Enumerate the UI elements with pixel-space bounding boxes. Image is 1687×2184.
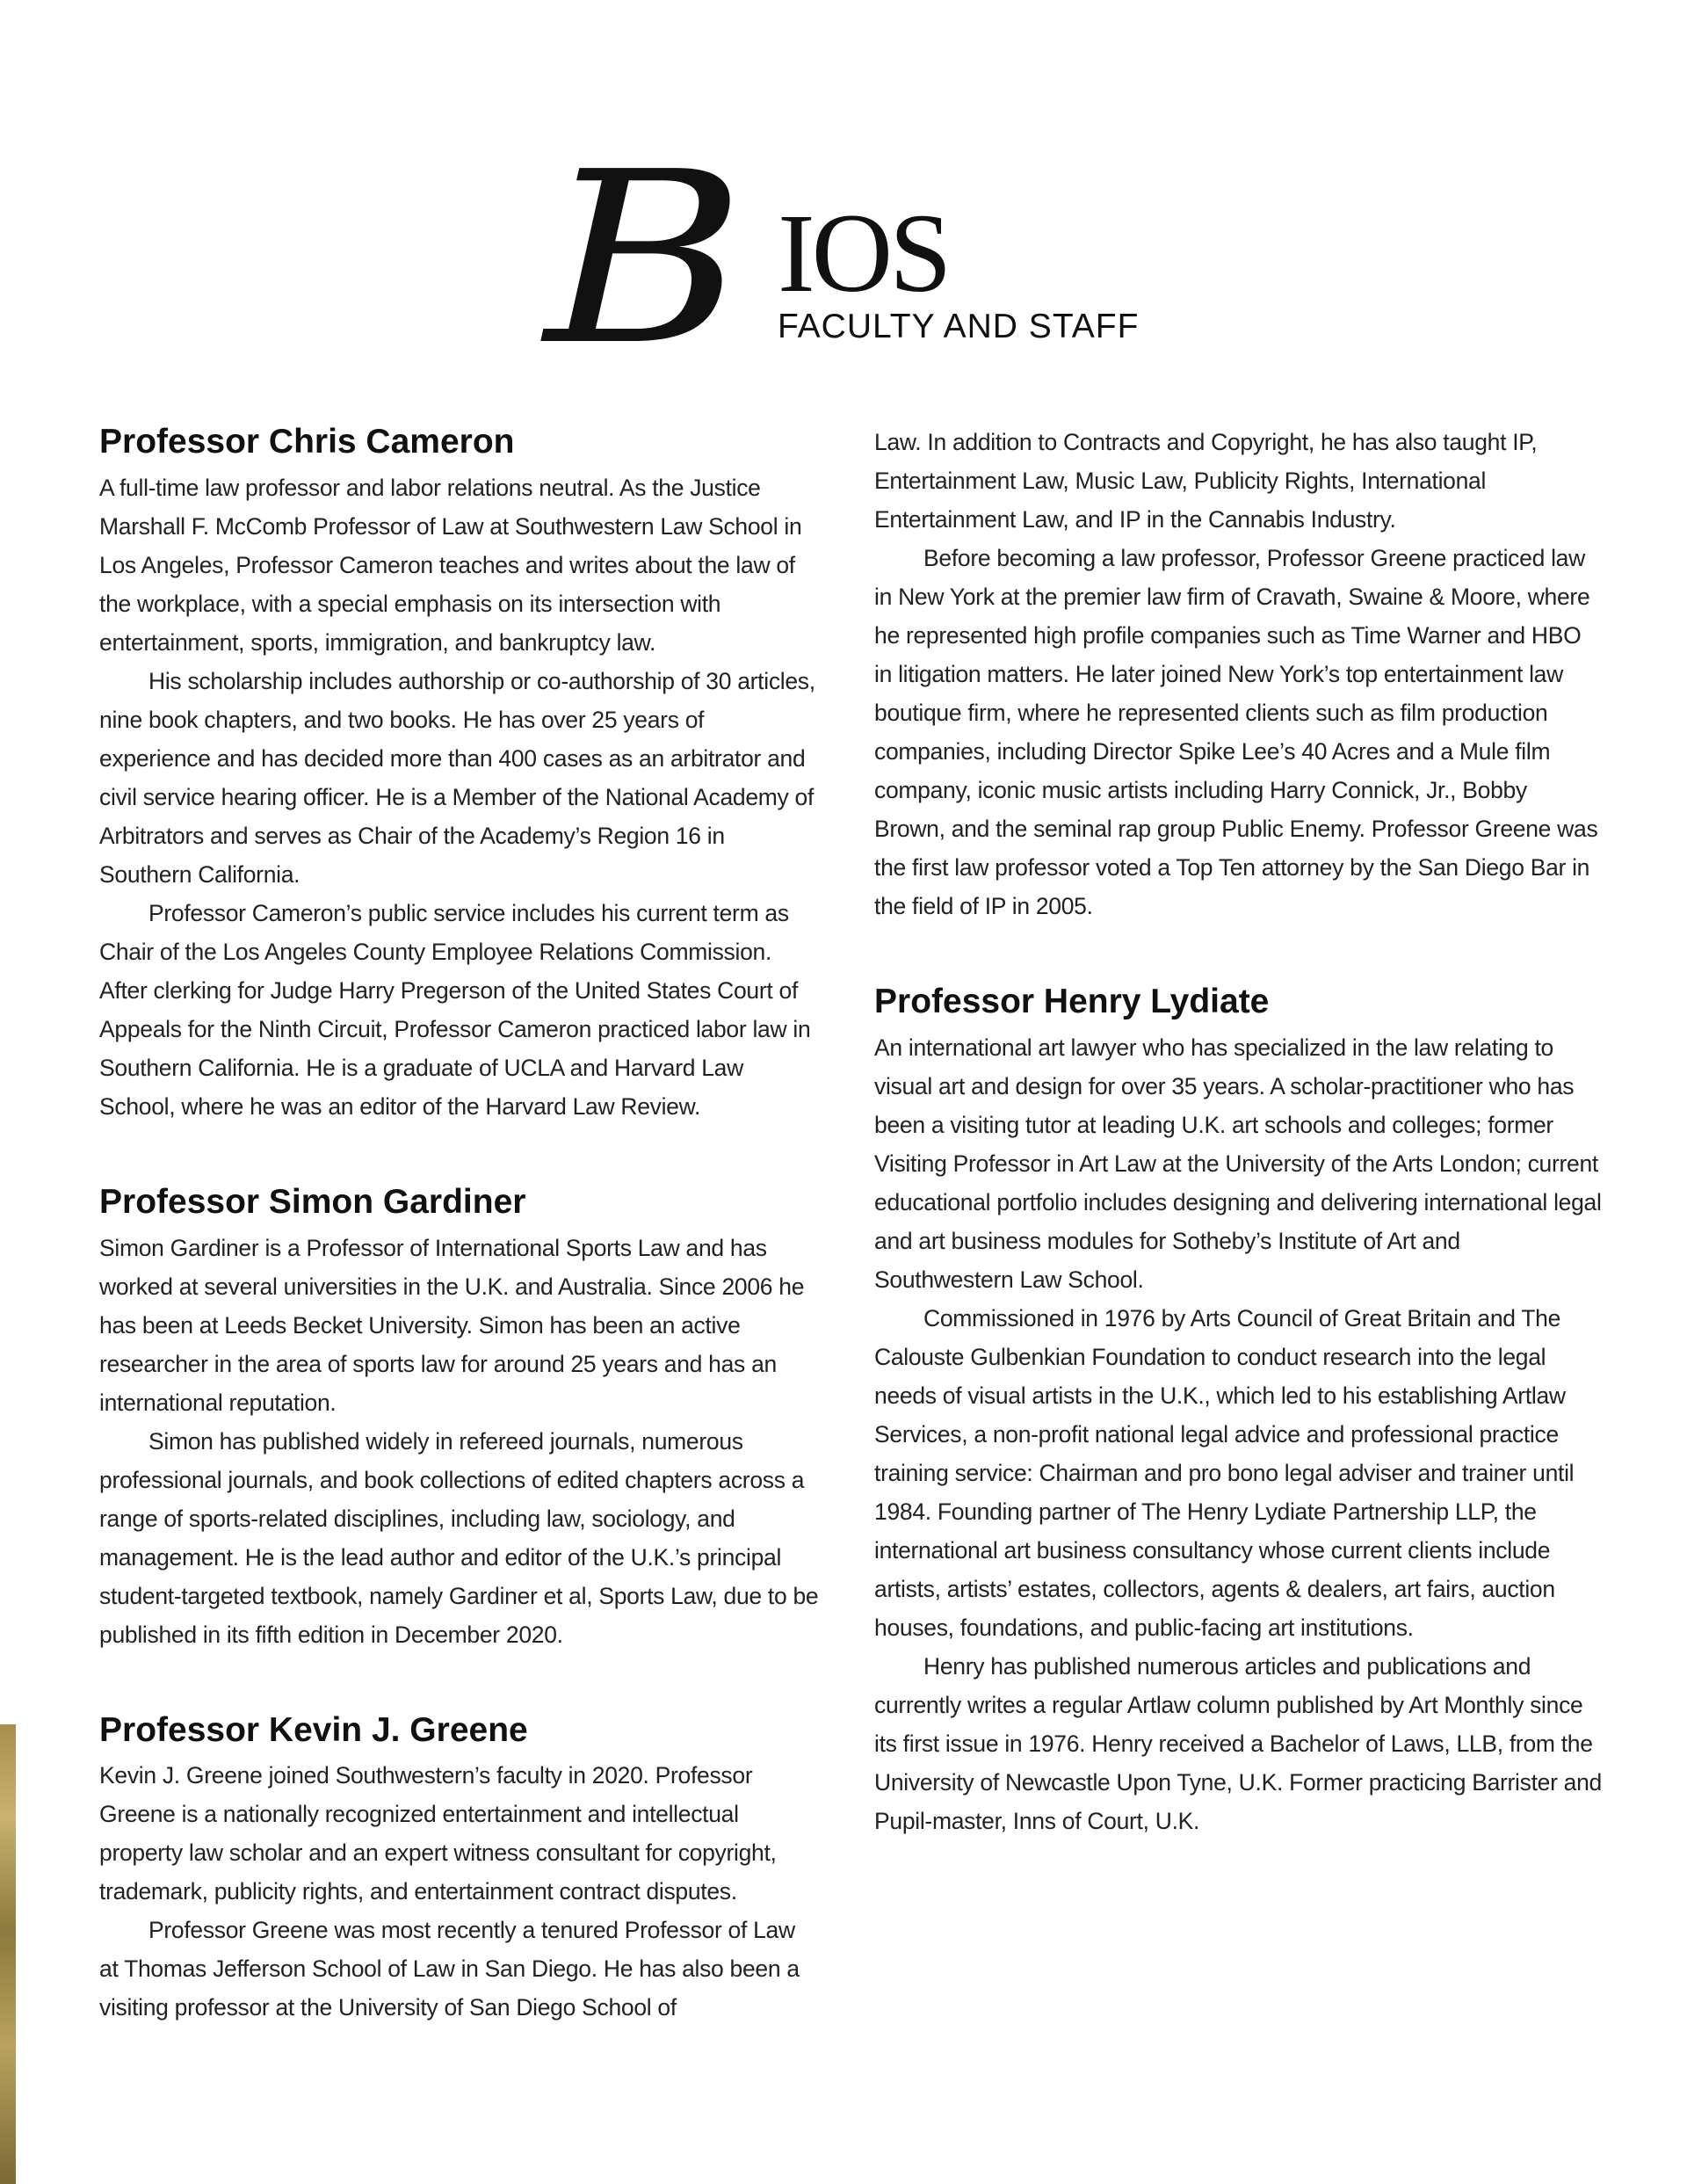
bio-paragraph: Simon Gardiner is a Professor of International Sports Law and has worked at several universities in the U.K. and Australia. Since 2006 he has been at Leeds Becket University. Simon has been an active researcher in the area of sports law for around 25 years and has an international reputation. bbox=[99, 1234, 805, 1416]
bio-paragraph: Professor Greene was most recently a tenured Professor of Law at Thomas Jefferson School of Law in San Diego. He has also been a visiting professor at the University of San Diego School of bbox=[99, 1917, 800, 2021]
bio-paragraph: Kevin J. Greene joined Southwestern’s faculty in 2020. Professor Greene is a nationally recognized entertainment and intellectual property law scholar and an expert witness consultant for copyright, trademark, publicity rights, and entertainment contract disputes. bbox=[99, 1762, 777, 1905]
bio-paragraph: Before becoming a law professor, Professor Greene practiced law in New York at the premier law firm of Cravath, Swaine & Moore, where he represented high profile companies such as Time Warner and HBO in litigation matters. He later joined New York’s top entertainment law boutique firm, where he represented clients such as film production companies, including Director Spike Lee’s 40 Acres and a Mule film company, iconic music artists including Harry Connick, Jr., Bobby Brown, and the seminal rap group Public Enemy. Professor Greene was the first law professor voted a Top Ten attorney by the San Diego Bar in the field of IP in 2005. bbox=[874, 545, 1598, 919]
edge-photo-strip bbox=[0, 1724, 16, 2184]
right-column bbox=[874, 423, 1604, 1897]
bio-paragraph: Simon has published widely in refereed journals, numerous professional journals, and book collections of edited chapters across a range of sports-related disciplines, including law, sociology, and management. He is the lead author and editor of the U.K.’s principal student-targeted textbook, namely Gardiner et al, Sports Law, due to be published in its fifth edition in December 2020. bbox=[99, 1427, 819, 1648]
bio-paragraph: Henry has published numerous articles and publications and currently writes a regular Artlaw column published by Art Monthly since its first issue in 1976. Henry received a Bachelor of Laws, LLB, from the University of Newcastle Upon Tyne, U.K. Former practicing Barrister and Pupil-master, Inns of Court, U.K. bbox=[874, 1652, 1602, 1834]
bio-name: Professor Simon Gardiner bbox=[99, 1182, 526, 1221]
bio-paragraph: His scholarship includes authorship or co-authorship of 30 articles, nine book chapters, and two books. He has over 25 years of experience and has decided more than 400 cases as an arbitrator and civil service hearing officer. He is a Member of the National Academy of Arbitrators and serves as Chair of the Academy’s Region 16 in Southern California. bbox=[99, 667, 815, 888]
left-column bbox=[99, 422, 820, 2083]
bio-simon-gardiner bbox=[99, 1182, 820, 1654]
bio-paragraph: Commissioned in 1976 by Arts Council of Great Britain and The Calouste Gulbenkian Foundation to conduct research into the legal needs of visual artists in the U.K., which led to his establishing Artlaw Services, a non-profit national legal advice and professional practice training service: Chairman and pro bono legal adviser and trainer until 1984. Founding partner of The Henry Lydiate Partnership LLP, the international art business consultancy whose current clients include artists, artists’ estates, collectors, agents & dealers, art fairs, auction houses, foundations, and public-facing art institutions. bbox=[874, 1304, 1575, 1641]
masthead-title: IOS bbox=[778, 191, 949, 316]
bio-kevin-greene bbox=[99, 1710, 820, 2028]
bio-chris-cameron bbox=[99, 422, 820, 1126]
masthead bbox=[545, 120, 1160, 397]
bio-paragraph: A full-time law professor and labor relations neutral. As the Justice Marshall F. McComb Professor of Law at Southwestern Law School in Los Angeles, Professor Cameron teaches and writes about the law of the workplace, with a special emphasis on its intersection with entertainment, sports, immigration, and bankruptcy law. bbox=[99, 474, 802, 656]
bio-paragraph: An international art lawyer who has specialized in the law relating to visual art and design for over 35 years. A scholar-practitioner who has been a visiting tutor at leading U.K. art schools and colleges; former Visiting Professor in Art Law at the University of the Arts London; current educational portfolio includes designing and delivering international legal and art business modules for Sotheby’s Institute of Art and Southwestern Law School. bbox=[874, 1034, 1602, 1293]
bio-name: Professor Kevin J. Greene bbox=[99, 1710, 528, 1749]
bio-henry-lydiate bbox=[874, 982, 1604, 1840]
masthead-initial: B bbox=[545, 120, 746, 397]
bio-paragraph: Professor Cameron’s public service includes his current term as Chair of the Los Angeles County Employee Relations Commission. After clerking for Judge Harry Pregerson of the United States Court of Appeals for the Ninth Circuit, Professor Cameron practiced labor law in Southern California. He is a graduate of UCLA and Harvard Law School, where he was an editor of the Harvard Law Review. bbox=[99, 899, 811, 1120]
bio-paragraph: Law. In addition to Contracts and Copyright, he has also taught IP, Entertainment Law, Music Law, Publicity Rights, International Entertainment Law, and IP in the Cannabis Industry. bbox=[874, 429, 1538, 533]
bio-name: Professor Henry Lydiate bbox=[874, 983, 1270, 1020]
masthead-subtitle: FACULTY AND STAFF bbox=[778, 308, 1140, 345]
bio-name: Professor Chris Cameron bbox=[99, 423, 515, 461]
bio-kevin-greene-continued bbox=[874, 423, 1604, 925]
